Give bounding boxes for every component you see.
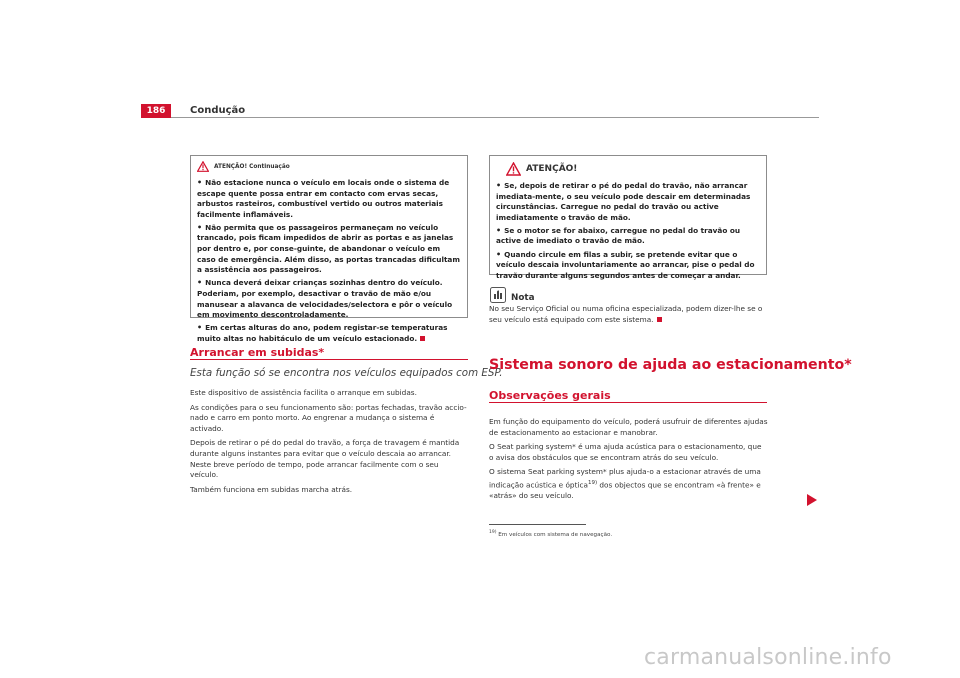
- footnote-mark: 19): [489, 530, 497, 535]
- section-body: [190, 388, 469, 499]
- paragraph: Este dispositivo de assistência facilita o arranque em subidas.: [190, 388, 417, 397]
- header-divider: [171, 117, 819, 118]
- list-item: • Se, depois de retirar o pé do pedal do travão, não arrancar imediata-mente, o seu veículo pode descair em determinadas circunstâncias. Carregue no pedal do travão ou active imediatamente o travão de mão.: [496, 181, 751, 222]
- list-item: • Nunca deverá deixar crianças sozinhas dentro do veículo. Poderiam, por exemplo, desactivar o travão de mão e/ou manusear a alavanca de velocidades/selectora e pôr o veículo em movimento descontroladamente.: [197, 278, 453, 320]
- paragraph: O sistema Seat parking system* plus ajuda-o a estacionar através de uma indicação acústica e óptica$^{19)}$ dos objectos que se encontram «à frente» e «atrás» do seu veículo.: [489, 467, 761, 500]
- end-marker-icon: [657, 317, 662, 322]
- chapter-section-title: Sistema sonoro de ajuda ao estacionamento*: [489, 357, 852, 373]
- bullet-icon: •: [197, 178, 203, 187]
- warning-list: [496, 181, 760, 281]
- list-item: • Em certas alturas do ano, podem registar-se temperaturas muito altas no habitáculo de um veículo estacionado.: [197, 323, 448, 343]
- page-number: 186: [146, 106, 166, 116]
- list-item: • Não permita que os passageiros permaneçam no veículo trancado, pois ficam impedidos de abrir as portas e as janelas por dentro e, por conse-guinte, de abandonar o veículo em caso de emergência. Além disso, as portas trancadas dificultam a assistência aos passageiros.: [197, 222, 460, 275]
- bullet-icon: •: [197, 323, 203, 333]
- warning-continuation-list: [197, 178, 461, 344]
- warning-header: [496, 162, 760, 176]
- bullet-icon: •: [197, 278, 203, 288]
- bullet-icon: •: [197, 222, 203, 232]
- watermark: carmanualsonline.info: [644, 645, 892, 670]
- end-marker-icon: [420, 336, 425, 341]
- list-item: • Se o motor se for abaixo, carregue no pedal do travão ou active de imediato o travão de mão.: [496, 225, 741, 246]
- chapter-title: Condução: [190, 105, 246, 116]
- footnote-divider: [489, 524, 586, 525]
- info-icon: [490, 287, 506, 303]
- footnote-text: Em veículos com sistema de navegação.: [498, 531, 613, 538]
- subsection-body: [489, 417, 768, 506]
- section-subtitle: Esta função só se encontra nos veículos equipados com ESP.: [190, 367, 503, 379]
- paragraph: Em função do equipamento do veículo, poderá usufruir de diferentes ajudas de estacionamento ao estacionar e manobrar.: [489, 417, 768, 437]
- bullet-icon: •: [496, 225, 502, 235]
- paragraph: As condições para o seu funcionamento são: portas fechadas, travão accio-nado e carro em ponto morto. Ao engrenar a mudança o sistema é activado.: [190, 402, 467, 433]
- list-item: • Não estacione nunca o veículo em locais onde o sistema de escape quente possa entrar em contacto com ervas secas, arbustos rasteiros, combustível vertido ou outros materiais facilmente inflamáveis.: [197, 178, 450, 219]
- warning-icon: [197, 161, 209, 172]
- subsection-divider: [489, 402, 767, 403]
- section-title: Arrancar em subidas*: [190, 346, 325, 359]
- note-title: Nota: [511, 293, 535, 303]
- warning-continuation-header: [197, 161, 461, 172]
- paragraph: Também funciona em subidas marcha atrás.: [190, 484, 353, 494]
- bullet-icon: •: [496, 249, 502, 259]
- note-header: [490, 287, 535, 303]
- warning-continuation-box: [190, 155, 468, 343]
- next-page-arrow-icon[interactable]: [806, 493, 818, 507]
- warning-continuation-title: ATENÇÃO! Continuação: [214, 163, 290, 170]
- paragraph: Depois de retirar o pé do pedal do travão, a força de travagem é mantida durante alguns instantes para evitar que o veículo descaia ao arrancar. Neste breve período de tempo, pode arrancar facilmente com o seu veículo.: [190, 438, 460, 480]
- subsection-title: Observações gerais: [489, 389, 611, 402]
- footnote: [489, 530, 612, 538]
- note-text: No seu Serviço Oficial ou numa oficina especializada, podem dizer-lhe se o seu veículo está equipado com este sistema.: [489, 304, 763, 324]
- list-item: • Quando circule em filas a subir, se pretende evitar que o veículo descaia involuntariamente ao arrancar, pise o pedal do travão durante alguns segundos antes de começar a andar.: [496, 249, 755, 280]
- bullet-icon: •: [496, 181, 502, 190]
- paragraph: O Seat parking system* é uma ajuda acústica para o estacionamento, que o avisa dos obstáculos que se encontram atrás do seu veículo.: [489, 442, 762, 462]
- warning-icon: [506, 162, 521, 176]
- warning-title: ATENÇÃO!: [526, 164, 578, 174]
- warning-box: [489, 155, 767, 280]
- page-number-box: [141, 104, 171, 118]
- section-divider: [190, 359, 468, 360]
